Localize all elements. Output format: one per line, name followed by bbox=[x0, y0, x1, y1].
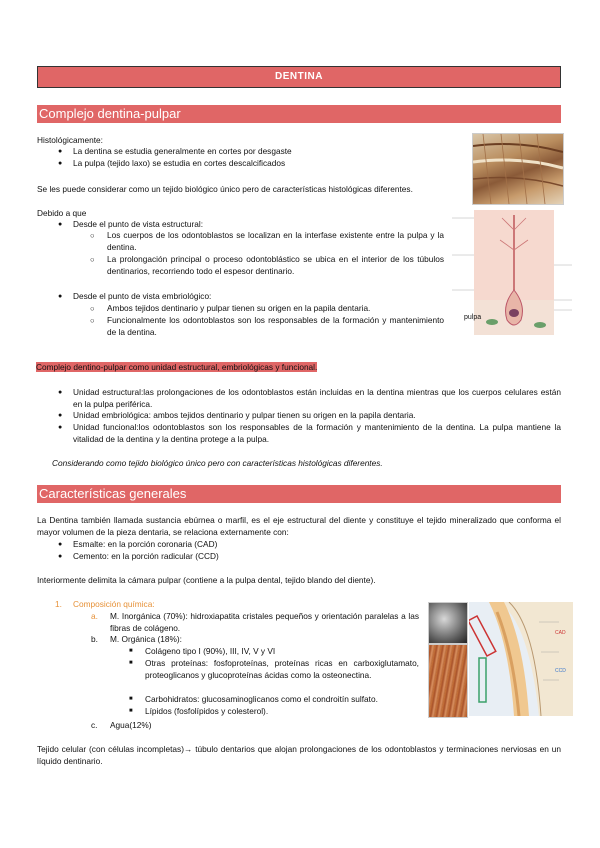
bullet-icon: ● bbox=[58, 293, 63, 300]
organic-subitem: Carbohidratos: glucosaminoglicanos como el condroitín sulfato. bbox=[145, 694, 378, 704]
organic-subitem: Lípidos (fosfolípidos y colesterol). bbox=[145, 706, 269, 716]
organic-item: M. Orgánica (18%): bbox=[110, 634, 182, 644]
composition-number: 1. bbox=[55, 599, 62, 609]
embrio-label: Desde el punto de vista embriológico: bbox=[73, 291, 212, 301]
section-heading-caracteristicas: Características generales bbox=[37, 485, 561, 503]
bullet-icon: ● bbox=[58, 424, 63, 431]
list-label-a: a. bbox=[91, 611, 98, 621]
highlight-text: Complejo dentino-pulpar como unidad estructural, embriológicas y funcional. bbox=[36, 362, 318, 372]
square-bullet-icon: ■ bbox=[129, 708, 133, 714]
estructural-item: Los cuerpos de los odontoblastos se localizan en la interfase existente entre la pulpa y la dentina. bbox=[107, 230, 444, 252]
bullet-icon: ● bbox=[58, 160, 63, 167]
embrio-item: Funcionalmente los odontoblastos son los responsables de la formación y mantenimiento de la dentina. bbox=[107, 315, 444, 337]
histo-label: Histológicamente: bbox=[37, 135, 103, 145]
circle-bullet-icon: ○ bbox=[90, 231, 95, 240]
organic-subitem: Otras proteínas: fosfoproteínas, proteínas ricas en carboxiglutamato, proteoglicanos y glucoproteínas ácidas como la osteonectina. bbox=[145, 658, 419, 680]
circle-bullet-icon: ○ bbox=[90, 255, 95, 264]
italic-note: Considerando como tejido biológico único pero con características histológicas diferentes. bbox=[52, 458, 383, 468]
list-label-b: b. bbox=[91, 634, 98, 644]
square-bullet-icon: ■ bbox=[129, 696, 133, 702]
tooth-diagram bbox=[469, 602, 573, 716]
estructural-item: La prolongación principal o proceso odontoblástico se ubica en el interior de los túbulos dentinarios, recorriendo todo el espesor dentinario. bbox=[107, 254, 444, 276]
circle-bullet-icon: ○ bbox=[90, 304, 95, 313]
microscopy-image-top bbox=[428, 602, 468, 644]
bullet-icon: ● bbox=[58, 541, 63, 548]
histology-image bbox=[472, 133, 564, 205]
composition-title: Composición química: bbox=[73, 599, 155, 609]
histology-texture-icon bbox=[473, 134, 563, 204]
embrio-item: Ambos tejidos dentinario y pulpar tienen su origen en la papila dentaria. bbox=[107, 303, 371, 313]
bullet-icon: ● bbox=[58, 389, 63, 396]
relation-item: Cemento: en la porción radicular (CCD) bbox=[73, 551, 219, 561]
section-heading-complejo: Complejo dentina-pulpar bbox=[37, 105, 561, 123]
tooth-diagram-icon bbox=[469, 602, 573, 716]
inorganic-item: M. Inorgánica (70%): hidroxiapatita cristales pequeños y orientación paralelas a las fibras de colágeno. bbox=[110, 611, 419, 633]
unit-item: Unidad funcional:los odontoblastos son los responsables de la formación y mantenimiento de la dentina. La pulpa mantiene la vitalidad de la dentina y la dentina protege a la pulpa. bbox=[73, 422, 561, 444]
debido-label: Debido a que bbox=[37, 208, 87, 218]
bullet-icon: ● bbox=[58, 221, 63, 228]
highlight-sentence bbox=[36, 362, 560, 374]
bullet-icon: ● bbox=[58, 148, 63, 155]
unit-item: Unidad embriológica: ambos tejidos dentinario y pulpar tienen su origen en la papila dentaria. bbox=[73, 410, 416, 420]
histo-item: La dentina se estudia generalmente en cortes por desgaste bbox=[73, 146, 292, 156]
estructural-label: Desde el punto de vista estructural: bbox=[73, 219, 204, 229]
diagram-label: pulpa bbox=[464, 314, 482, 321]
interior-paragraph: Interiormente delimita la cámara pulpar (contiene a la pulpa dental, tejido blando del diente). bbox=[37, 575, 376, 585]
microscopy-image-bottom bbox=[428, 644, 468, 718]
relation-item: Esmalte: en la porción coronaria (CAD) bbox=[73, 539, 218, 549]
square-bullet-icon: ■ bbox=[129, 660, 133, 666]
bullet-icon: ● bbox=[58, 553, 63, 560]
organic-subitem: Colágeno tipo I (90%), III, IV, V y VI bbox=[145, 646, 276, 656]
square-bullet-icon: ■ bbox=[129, 648, 133, 654]
cad-label: CAD bbox=[555, 630, 566, 636]
intro-paragraph: La Dentina también llamada sustancia ebúrnea o marfil, es el eje estructural del diente y constituye el tejido mineralizado que conforma el mayor volumen de la pieza dentaria, se relaciona externamente con: bbox=[37, 515, 561, 537]
histo-item: La pulpa (tejido laxo) se estudia en cortes descalcificados bbox=[73, 158, 286, 168]
water-item: Agua(12%) bbox=[110, 720, 152, 730]
page-title: DENTINA bbox=[37, 66, 561, 88]
odontoblast-diagram bbox=[452, 210, 572, 335]
list-label-c: c. bbox=[91, 720, 98, 730]
bullet-icon: ● bbox=[58, 412, 63, 419]
ccd-label: CCD bbox=[555, 668, 566, 674]
unit-item: Unidad estructural:las prolongaciones de los odontoblastos están incluidas en la dentina mientras que los cuerpos celulares están en la pulpa periférica. bbox=[73, 387, 561, 409]
closing-paragraph: Tejido celular (con células incompletas)→ túbulo dentarios que alojan prolongaciones de los odontoblastos y terminaciones nerviosas en un líquido dentinario. bbox=[37, 744, 561, 766]
circle-bullet-icon: ○ bbox=[90, 316, 95, 325]
consider-paragraph: Se les puede considerar como un tejido biológico único pero de características histológicas diferentes. bbox=[37, 184, 413, 194]
